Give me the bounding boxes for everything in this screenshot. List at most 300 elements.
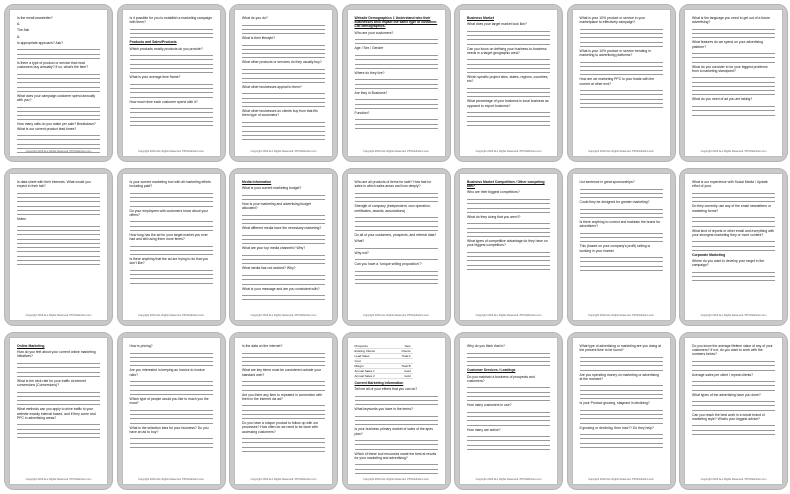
question-text: How long has the ad for your target market you ever had and still using them more times? — [129, 232, 208, 242]
copyright-footer: Copyright 2016 ALL Rights Reserved. PPCDefinition.com — [25, 314, 92, 317]
page-thumbnail[interactable] — [679, 4, 788, 162]
table-cell-label: Annual Sales 2 — [354, 374, 375, 378]
answer-line — [580, 419, 663, 423]
answer-lines[interactable] — [467, 109, 550, 126]
answer-lines[interactable] — [242, 90, 325, 107]
page-thumbnail[interactable] — [454, 332, 563, 490]
question-text: Are you spending money on marketing or advertising at the moment? — [579, 372, 659, 381]
answer-line — [130, 279, 213, 283]
answer-lines[interactable] — [17, 46, 100, 59]
answer-line — [692, 58, 775, 62]
question-text: How is your marketing and advertising budget allocated? — [242, 202, 311, 211]
copyright-footer: Copyright 2016 ALL Rights Reserved. PPCDefinition.com — [363, 314, 429, 317]
answer-line — [467, 122, 550, 126]
question-text: What methods can you apply to drive traffic to your website exactly internal based, and if they come and PPC in advertising areas? — [17, 407, 96, 420]
answer-lines[interactable] — [692, 50, 775, 63]
question-text: Why not? — [354, 250, 369, 255]
copyright-footer: Copyright 2016 ALL Rights Reserved. PPCDefinition.com — [138, 314, 204, 317]
answer-lines[interactable] — [355, 244, 438, 248]
question-text: Do you have a unique product to follow up with our processes? How often do we need to be done with accessing customers? — [242, 421, 319, 434]
answer-lines[interactable] — [692, 25, 775, 38]
answer-line — [242, 54, 325, 58]
answer-lines[interactable] — [355, 76, 438, 89]
question-text: Who are your customers? — [354, 30, 394, 35]
answer-line — [130, 444, 213, 448]
worksheet-page — [347, 9, 446, 157]
answer-lines[interactable] — [17, 70, 100, 91]
copyright-footer: Copyright 2016 ALL Rights Reserved. PPCDefinition.com — [250, 478, 317, 481]
answer-line — [355, 280, 438, 284]
answer-line — [355, 470, 438, 474]
question-text: List sentence in great sponsorships? — [579, 180, 635, 184]
answer-line — [467, 446, 550, 450]
answer-lines[interactable] — [17, 388, 100, 405]
section-heading: Corporate Marketing — [692, 252, 726, 257]
question-text: How many are active? — [467, 427, 501, 432]
question-text: What is our experience with Social Media / Update effort of your. — [692, 180, 768, 189]
answer-line — [130, 362, 213, 366]
question-text: Do all of your customers, prospects, and referral data? — [354, 232, 437, 237]
answer-line — [242, 415, 325, 419]
copyright-footer: Copyright 2016 ALL Rights Reserved. PPCDefinition.com — [250, 314, 317, 317]
answer-lines[interactable] — [355, 392, 438, 405]
table-cell-value: Total B — [401, 364, 411, 368]
table-cell-value: Gold — [404, 369, 411, 373]
worksheet-page — [9, 173, 108, 321]
page-thumbnail[interactable] — [567, 168, 676, 326]
question-text: Is there anything that the ad are trying to do that you don't like? — [129, 257, 209, 266]
answer-lines[interactable] — [467, 220, 550, 237]
question-text: What do you do? — [242, 16, 268, 20]
answer-line — [242, 136, 325, 140]
answer-line — [692, 366, 775, 370]
section-heading: Media Information — [242, 180, 272, 184]
answer-line — [242, 448, 325, 452]
table-cell-label: Annual Sales 1 — [354, 369, 375, 373]
worksheet-page — [572, 337, 671, 485]
copyright-footer: Copyright 2016 ALL Rights Reserved. PPCDefinition.com — [700, 314, 767, 317]
question-text: Is appropriate approach? Ask? — [17, 40, 63, 45]
answer-lines[interactable] — [130, 406, 213, 423]
answer-lines[interactable] — [692, 214, 775, 227]
answer-lines[interactable] — [355, 267, 438, 284]
question-text: What types of competitive advantage do they have on your biggest competitors? — [467, 239, 548, 248]
answer-lines[interactable] — [692, 74, 775, 95]
answer-lines[interactable] — [242, 435, 325, 452]
question-text: What features do we spend on your advertising platform? — [692, 40, 763, 49]
answer-lines[interactable] — [692, 422, 775, 435]
answer-lines[interactable] — [467, 349, 550, 366]
answer-lines[interactable] — [580, 25, 663, 46]
answer-lines[interactable] — [130, 105, 213, 126]
answer-lines[interactable] — [17, 132, 100, 157]
worksheet-page — [122, 337, 221, 485]
answer-line — [692, 431, 775, 435]
worksheet-page-grid — [4, 4, 786, 490]
answer-lines[interactable] — [242, 232, 325, 245]
question-text: Do they currently use any of the email newsletters or marketing forms? — [692, 204, 771, 213]
answer-lines[interactable] — [130, 80, 213, 97]
section-heading: Business Market — [467, 16, 494, 20]
worksheet-page — [9, 9, 108, 157]
summary-table — [355, 344, 413, 379]
answer-line — [580, 43, 663, 47]
answer-lines[interactable] — [692, 238, 775, 251]
question-text: Strength of company (independent, own operation, certificates, awards, associations) — [354, 204, 431, 213]
page-thumbnail[interactable] — [229, 168, 338, 326]
answer-lines[interactable] — [17, 360, 100, 377]
answer-line — [130, 122, 213, 126]
copyright-footer: Copyright 2016 ALL Rights Reserved. PPCDefinition.com — [25, 150, 92, 153]
answer-line — [242, 362, 325, 366]
answer-line — [692, 91, 775, 95]
answer-lines[interactable] — [580, 353, 663, 370]
question-text: Do you maintain a business of prospects and customers? — [467, 374, 535, 383]
answer-line — [355, 125, 438, 129]
answer-lines[interactable] — [355, 461, 438, 474]
answer-line — [242, 260, 325, 264]
answer-lines[interactable] — [467, 56, 550, 73]
question-text: What does your target market look like? — [467, 22, 527, 27]
question-text: Average sales per client / repeat clients? — [692, 372, 754, 377]
question-text: Where do you want to develop your target in the campaign? — [692, 259, 765, 268]
answer-lines[interactable] — [692, 269, 775, 282]
answer-lines[interactable] — [580, 185, 663, 198]
answer-line — [130, 251, 213, 255]
answer-lines[interactable] — [580, 230, 663, 243]
question-text: What type of advertising or marketing are you doing at the present time to be found? — [579, 344, 661, 353]
question-text: A. — [17, 34, 21, 39]
answer-lines[interactable] — [130, 218, 213, 231]
answer-lines[interactable] — [467, 27, 550, 44]
page-thumbnail[interactable] — [4, 168, 113, 326]
answer-lines[interactable] — [355, 52, 438, 69]
answer-line — [17, 211, 100, 215]
worksheet-page — [234, 337, 333, 485]
answer-lines[interactable] — [580, 406, 663, 423]
answer-line — [467, 93, 550, 97]
copyright-footer: Copyright 2016 ALL Rights Reserved. PPCDefinition.com — [588, 314, 654, 317]
question-text: How are we marketing PPC to your leads with the current at other end? — [579, 77, 655, 86]
question-text: The Ask — [17, 28, 30, 33]
copyright-footer: Copyright 2016 ALL Rights Reserved. PPCDefinition.com — [588, 150, 654, 153]
answer-lines[interactable] — [130, 242, 213, 255]
answer-line — [692, 406, 775, 410]
question-text: Who are all products of items for sale? How fast for sales in which sales areas and how deeply? — [354, 180, 432, 189]
answer-line — [17, 434, 100, 438]
answer-lines[interactable] — [242, 402, 325, 419]
answer-lines[interactable] — [355, 413, 438, 426]
page-thumbnail[interactable] — [4, 332, 113, 490]
question-text: What do you need of ad you are taking? — [692, 97, 753, 102]
question-text: What other businesses do clients buy from that fits them type of customers? — [242, 109, 318, 118]
question-text: Tell me all of your efforts that you can do? — [354, 387, 418, 392]
question-text: What different media have the necessary marketing? — [242, 226, 322, 231]
copyright-footer: Copyright 2016 ALL Rights Reserved. PPCDefinition.com — [475, 150, 542, 153]
question-text: Is there a type of product or service that most customers buy annually? If so, what's the item? — [17, 60, 89, 70]
answer-line — [580, 444, 663, 448]
question-text: Is the data on the internet? — [242, 344, 283, 348]
question-text: What kind of reports or other email and everything with your strongest marketing they or more content? — [692, 228, 775, 237]
section-heading: Products and Sales/Products — [129, 40, 177, 45]
answer-line — [355, 40, 438, 44]
answer-lines[interactable] — [692, 398, 775, 411]
answer-lines[interactable] — [355, 256, 438, 260]
question-text: Is your current marketing tool with all marketing efforts including paid? — [129, 180, 211, 189]
question-text: Is your business primary market of sales of the apes plan? — [354, 427, 433, 436]
answer-line — [17, 373, 100, 377]
question-text: What is the click rate for your traffic at internet conversions (Conversions)? — [17, 378, 86, 387]
answer-line — [692, 34, 775, 38]
answer-lines[interactable] — [242, 211, 325, 224]
page-thumbnail[interactable] — [679, 332, 788, 490]
question-text: Notes — [17, 217, 26, 222]
answer-line — [130, 202, 213, 206]
question-text: Age / Sex / Gender — [354, 46, 384, 51]
copyright-footer: Copyright 2016 ALL Rights Reserved. PPCDefinition.com — [475, 478, 542, 481]
worksheet-page — [9, 337, 108, 485]
answer-line — [467, 421, 550, 425]
worksheet-page — [684, 9, 783, 157]
page-thumbnail[interactable] — [4, 4, 113, 162]
copyright-footer: Copyright 2016 ALL Rights Reserved. PPCDefinition.com — [700, 478, 767, 481]
question-text: Are you interested in keeping an invoice to invoice ratio? — [129, 368, 205, 377]
answer-line — [355, 401, 438, 405]
answer-lines[interactable] — [242, 21, 325, 34]
section-heading: Customer Services / Leadings — [467, 368, 516, 373]
answer-lines[interactable] — [580, 58, 663, 75]
answer-line — [467, 69, 550, 73]
page-thumbnail[interactable] — [679, 168, 788, 326]
answer-line — [692, 277, 775, 281]
answer-line — [130, 391, 213, 395]
table-cell-label: Existing Clients — [354, 349, 376, 353]
answer-line — [242, 280, 325, 284]
answer-lines[interactable] — [130, 189, 213, 206]
answer-lines[interactable] — [580, 431, 663, 448]
answer-lines[interactable] — [130, 52, 213, 73]
table-cell-label: Prospects — [354, 344, 368, 348]
answer-lines[interactable] — [467, 433, 550, 450]
answer-lines[interactable] — [355, 214, 438, 231]
worksheet-page — [572, 9, 671, 157]
answer-lines[interactable] — [580, 205, 663, 218]
answer-lines[interactable] — [692, 189, 775, 202]
question-text: What is the language you need to get out of a future advertising? — [692, 16, 771, 25]
answer-lines[interactable] — [130, 378, 213, 395]
answer-lines[interactable] — [467, 384, 550, 401]
answer-line — [242, 386, 325, 390]
worksheet-page — [459, 9, 558, 157]
question-text: What is your 10% product or service in your marketplace to effectively campaign? — [579, 16, 646, 25]
worksheet-page — [347, 337, 446, 485]
answer-line — [242, 220, 325, 224]
table-cell-label: Margin — [354, 364, 364, 368]
answer-lines[interactable] — [17, 421, 100, 438]
question-text: Which of these tool resources made the best at results for your marketing and advertising? — [354, 451, 437, 460]
answer-lines[interactable] — [467, 249, 550, 270]
worksheet-page — [347, 173, 446, 321]
page-thumbnail[interactable] — [117, 332, 226, 490]
copyright-footer: Copyright 2016 ALL Rights Reserved. PPCDefinition.com — [138, 478, 204, 481]
page-thumbnail[interactable] — [567, 332, 676, 490]
question-text: What does your campaign customer spend annually with you? — [17, 93, 96, 102]
answer-line — [692, 386, 775, 390]
section-heading: Current Marketing Information — [354, 381, 404, 385]
answer-lines[interactable] — [580, 382, 663, 399]
worksheet-page — [459, 173, 558, 321]
page-thumbnail[interactable] — [229, 332, 338, 490]
table-cell-value: Clients — [401, 349, 411, 353]
page-thumbnail[interactable] — [342, 168, 451, 326]
worksheet-page — [122, 173, 221, 321]
question-text: What other products or services do they usually buy? — [242, 60, 322, 65]
answer-lines[interactable] — [467, 196, 550, 213]
answer-line — [17, 401, 100, 405]
answer-line — [242, 79, 325, 83]
answer-line — [355, 244, 438, 248]
copyright-footer: Copyright 2016 ALL Rights Reserved. PPCDefinition.com — [363, 150, 429, 153]
answer-line — [355, 198, 438, 202]
answer-lines[interactable] — [242, 252, 325, 265]
answer-lines[interactable] — [17, 103, 100, 120]
copyright-footer: Copyright 2016 ALL Rights Reserved. PPCDefinition.com — [588, 478, 654, 481]
answer-lines[interactable] — [580, 254, 663, 271]
answer-lines[interactable] — [692, 103, 775, 116]
answer-lines[interactable] — [467, 408, 550, 425]
answer-lines[interactable] — [130, 25, 213, 38]
answer-lines[interactable] — [355, 116, 438, 129]
answer-lines[interactable] — [242, 292, 325, 301]
question-text: What is your message and are you consistent with? — [242, 286, 320, 291]
question-text: Where do they live? — [354, 70, 385, 75]
page-thumbnail[interactable] — [342, 332, 451, 490]
question-text: What is the selection idea for your business? Do you have an ad to buy? — [129, 425, 209, 434]
table-cell-label: Lead Sales — [354, 354, 370, 358]
copyright-footer: Copyright 2016 ALL Rights Reserved. PPCDefinition.com — [250, 150, 317, 153]
answer-line — [242, 30, 325, 34]
page-thumbnail[interactable] — [117, 168, 226, 326]
worksheet-page — [684, 337, 783, 485]
answer-lines[interactable] — [242, 119, 325, 140]
answer-line — [580, 194, 663, 198]
section-heading: Online Marketing — [17, 344, 45, 348]
answer-line — [355, 256, 438, 260]
question-text: What keywords you have in the terms? — [354, 407, 413, 412]
answer-line — [130, 227, 213, 231]
answer-line — [580, 71, 663, 75]
question-text: Can you focus on defining your business-to-business needs in a target geographic area? — [467, 46, 547, 55]
answer-lines[interactable] — [130, 349, 213, 366]
answer-line — [130, 93, 213, 97]
question-text: How do you feel about your current online marketing initiatives? — [17, 350, 96, 359]
answer-lines[interactable] — [580, 87, 663, 108]
answer-lines[interactable] — [242, 349, 325, 366]
question-text: Do your employees with customers know about your offers? — [129, 208, 209, 217]
question-text: Why do you think that is? — [467, 344, 505, 348]
worksheet-page — [234, 173, 333, 321]
answer-line — [242, 103, 325, 107]
answer-lines[interactable] — [692, 378, 775, 391]
question-text: What are your top media channels? Why? — [242, 246, 306, 251]
question-text: Could they be designed for greater marketing? — [579, 200, 650, 205]
question-text: If growing or declining, then how?? Do they help? — [579, 425, 654, 430]
answer-lines[interactable] — [242, 41, 325, 58]
answer-lines[interactable] — [355, 36, 438, 45]
answer-line — [467, 40, 550, 44]
answer-lines[interactable] — [130, 267, 213, 284]
answer-line — [242, 296, 325, 300]
answer-lines[interactable] — [355, 437, 438, 450]
answer-line — [467, 266, 550, 270]
question-text: What types of the advertising have you done? — [692, 392, 761, 397]
answer-line — [692, 111, 775, 115]
answer-line — [130, 69, 213, 73]
answer-line — [580, 267, 663, 271]
page-thumbnail[interactable] — [454, 168, 563, 326]
answer-lines[interactable] — [242, 378, 325, 391]
answer-lines[interactable] — [17, 222, 100, 265]
page-thumbnail[interactable] — [117, 4, 226, 162]
answer-lines[interactable] — [242, 66, 325, 83]
question-text: What other businesses appeal to them? — [242, 84, 302, 89]
answer-lines[interactable] — [130, 435, 213, 448]
answer-line — [580, 104, 663, 108]
answer-line — [692, 247, 775, 251]
worksheet-page — [684, 173, 783, 321]
question-text: What? — [354, 239, 365, 244]
question-text: Which specific project sites, states, regions, countries, etc? — [467, 75, 549, 84]
question-text: Which type of people would you like to reach you the most? — [129, 396, 209, 406]
answer-line — [17, 153, 100, 157]
answer-lines[interactable] — [692, 358, 775, 371]
answer-lines[interactable] — [17, 189, 100, 215]
section-heading: Business Market Competition / Other competing ads? — [467, 180, 545, 189]
copyright-footer: Copyright 2016 ALL Rights Reserved. PPCDefinition.com — [700, 150, 767, 153]
answer-line — [355, 85, 438, 89]
answer-lines[interactable] — [355, 189, 438, 202]
answer-lines[interactable] — [242, 191, 325, 200]
answer-lines[interactable] — [467, 85, 550, 98]
answer-line — [355, 445, 438, 449]
question-text: How many calls do you make per sale? Breakdown? What is our current product lead times? — [17, 122, 96, 131]
question-text: Who are their biggest competitors? — [467, 190, 520, 195]
question-text: What media has not worked? Why? — [242, 266, 296, 271]
answer-line — [130, 34, 213, 38]
table-row — [355, 374, 413, 379]
table-cell-value: Total A — [401, 354, 411, 358]
answer-line — [355, 65, 438, 69]
question-text: What do they doing that you aren't? — [467, 214, 521, 219]
answer-lines[interactable] — [242, 272, 325, 285]
page-thumbnail[interactable] — [454, 4, 563, 162]
question-text: Function? — [354, 110, 370, 115]
answer-lines[interactable] — [355, 96, 438, 109]
page-thumbnail[interactable] — [567, 4, 676, 162]
answer-line — [355, 421, 438, 425]
page-thumbnail[interactable] — [342, 4, 451, 162]
question-text: What are key items must be considered outside your standard web? — [242, 368, 321, 377]
question-text: What do you consider to be your biggest problems from a marketing standpoint? — [692, 64, 768, 73]
copyright-footer: Copyright 2016 ALL Rights Reserved. PPCDefinition.com — [138, 150, 204, 153]
copyright-footer: Copyright 2016 ALL Rights Reserved. PPCDefinition.com — [475, 314, 542, 317]
question-text: How much time each customer spend with it? — [129, 99, 198, 104]
question-text: Is data sheet with their interests. What would you expect in their tab? — [17, 180, 91, 189]
answer-line — [580, 366, 663, 370]
page-thumbnail[interactable] — [229, 4, 338, 162]
table-cell-value: New — [404, 344, 411, 348]
answer-line — [467, 209, 550, 213]
